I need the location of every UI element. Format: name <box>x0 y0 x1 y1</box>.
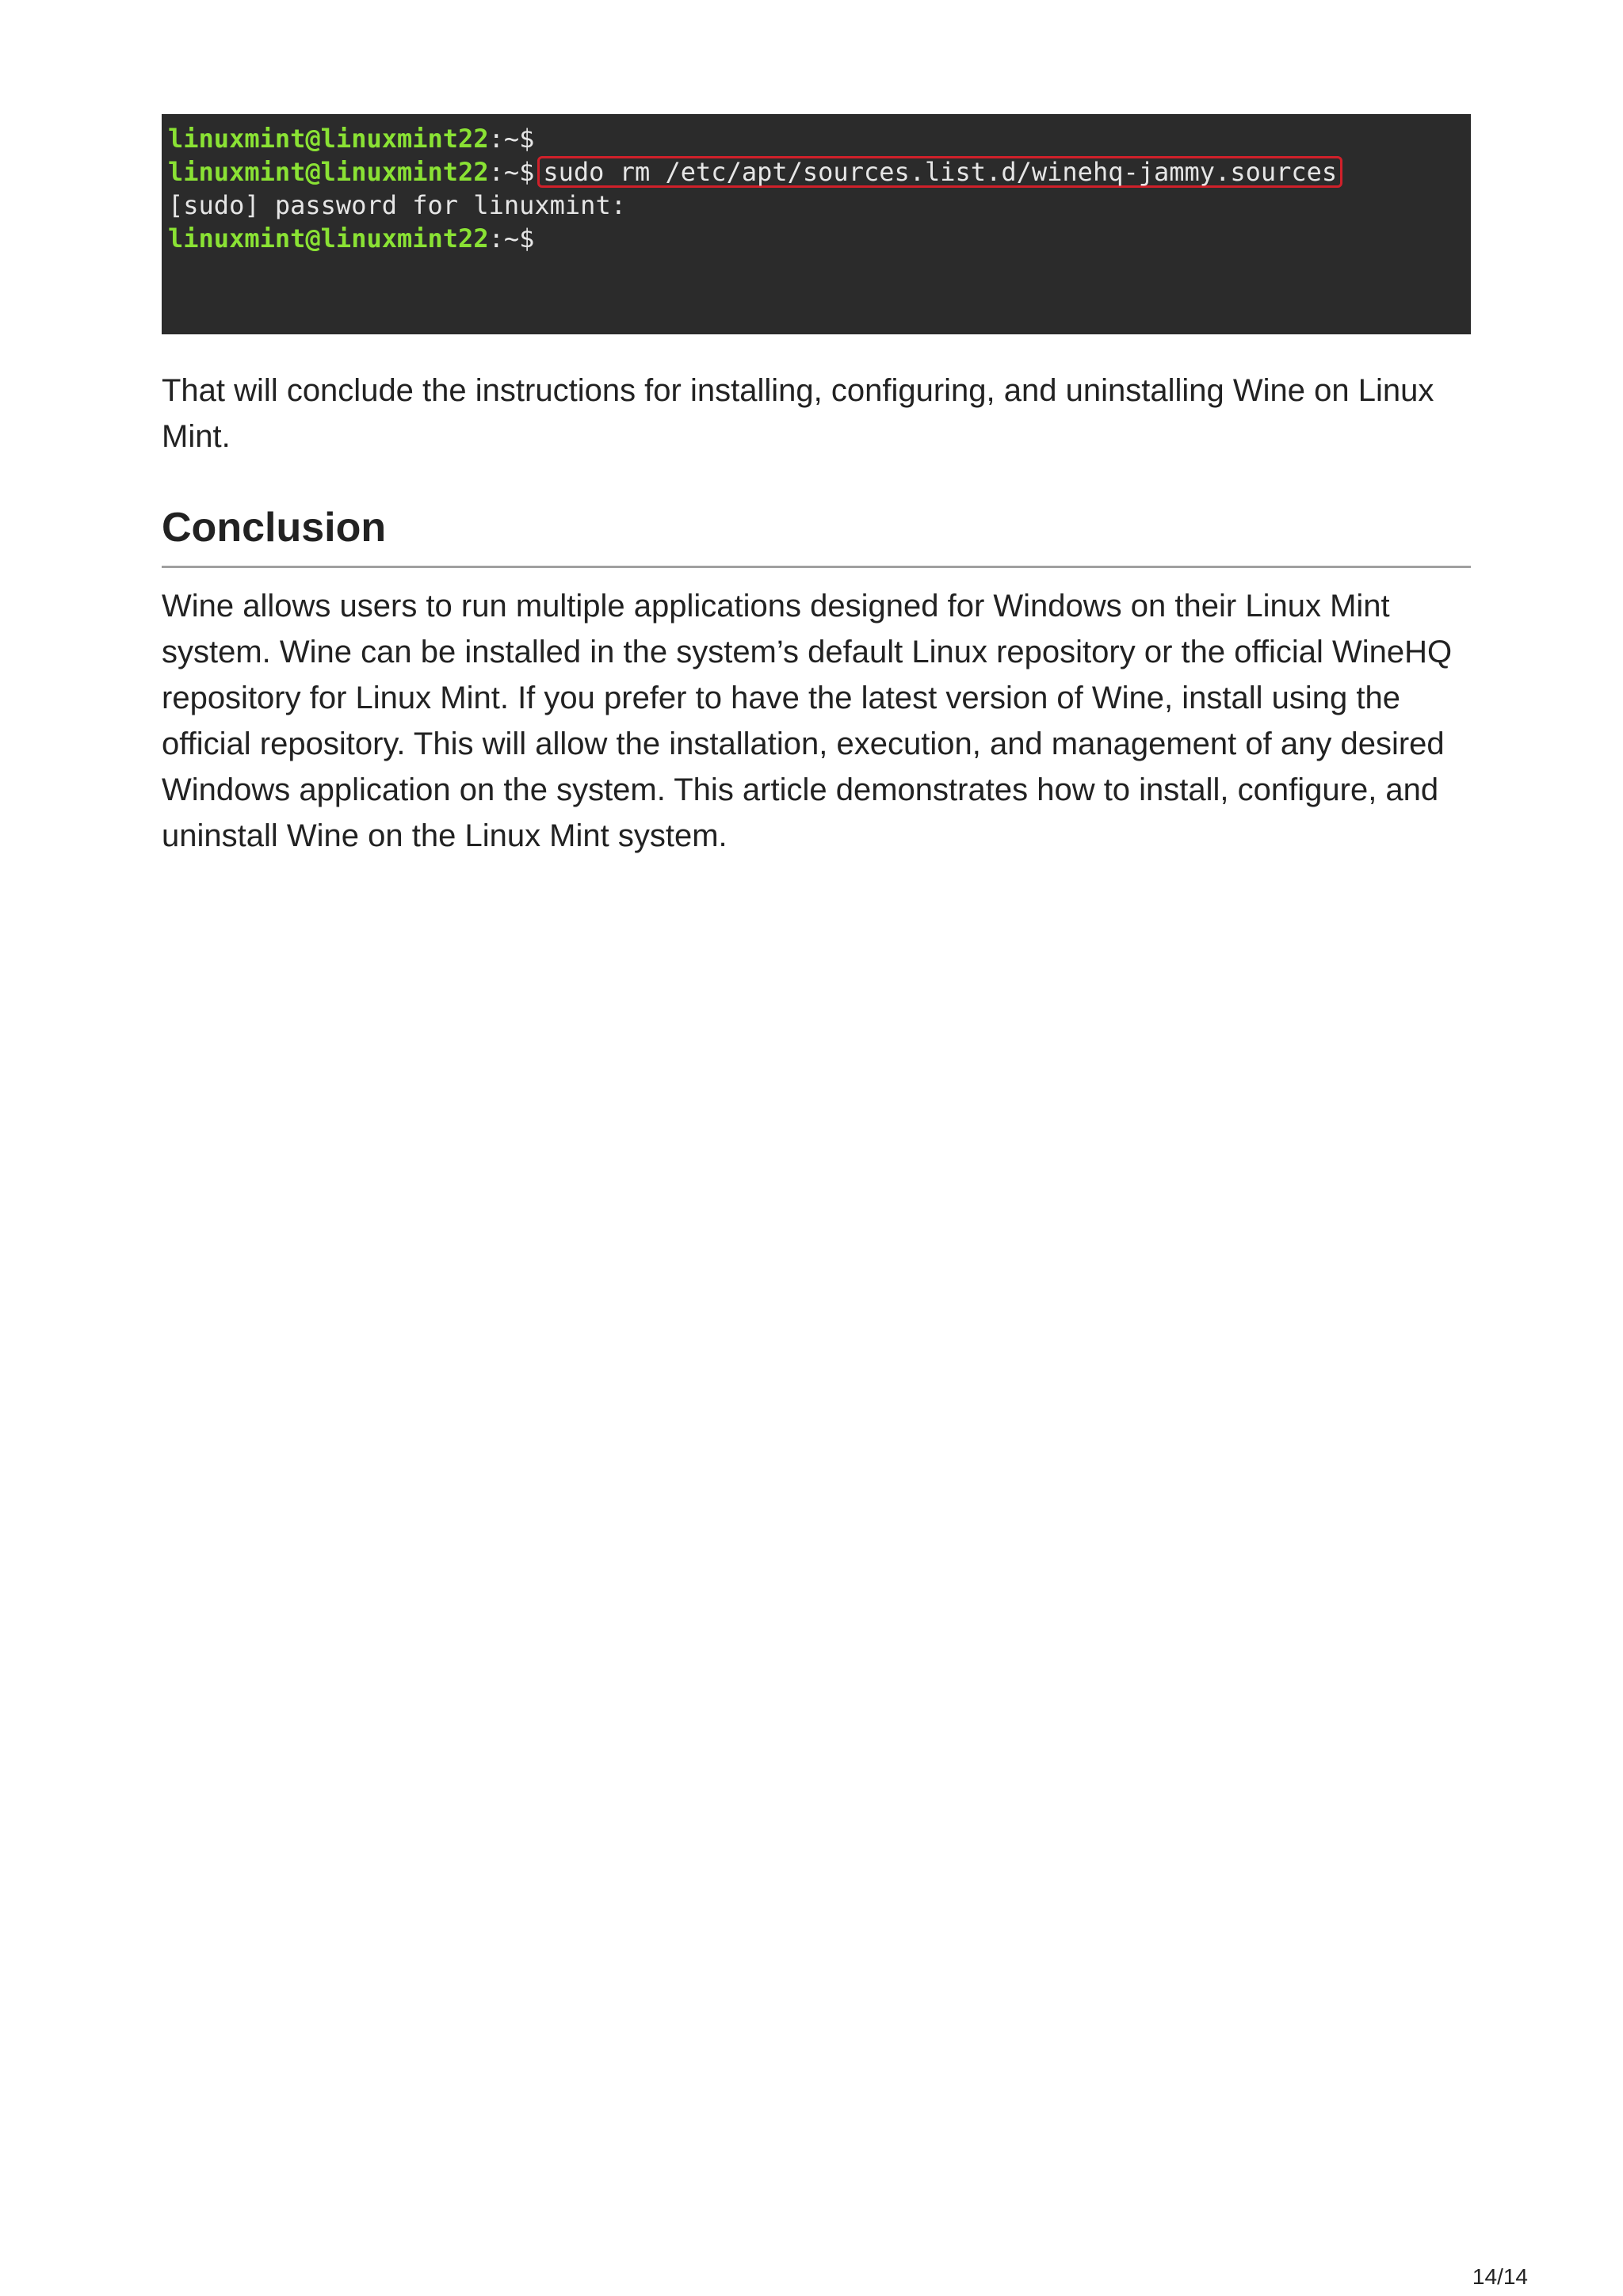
prompt-path: :~$ <box>488 157 535 187</box>
intro-paragraph: That will conclude the instructions for installing, configuring, and uninstalling Wine on Linux Mint. <box>162 373 1434 454</box>
terminal-line <box>168 189 1471 222</box>
terminal-line <box>168 122 1471 155</box>
prompt-path: :~$ <box>488 124 535 154</box>
terminal-screenshot <box>162 114 1471 334</box>
terminal-line <box>168 222 1471 255</box>
prompt-path: :~$ <box>488 223 535 254</box>
heading-divider <box>162 566 1471 568</box>
page-number: 14/14 <box>1472 2264 1528 2289</box>
conclusion-paragraph: Wine allows users to run multiple applications designed for Windows on their Linux Mint system. Wine can be installed in the system’s default Linux repository or the official WineHQ repository for Linux Mint. If you prefer to have the latest version of Wine, install using the official repository. This will allow the installation, execution, and management of any desired Windows application on the system. This article demonstrates how to install, configure, and uninstall Wine on the Linux Mint system. <box>162 589 1453 853</box>
section-heading: Conclusion <box>162 505 387 551</box>
highlighted-command: sudo rm /etc/apt/sources.list.d/winehq-jammy.sources <box>537 156 1342 188</box>
prompt-user: linuxmint@linuxmint22 <box>168 157 489 187</box>
sudo-password-prompt: [sudo] password for linuxmint: <box>168 190 626 220</box>
prompt-user: linuxmint@linuxmint22 <box>168 223 489 254</box>
terminal-line <box>168 155 1471 189</box>
prompt-user: linuxmint@linuxmint22 <box>168 124 489 154</box>
